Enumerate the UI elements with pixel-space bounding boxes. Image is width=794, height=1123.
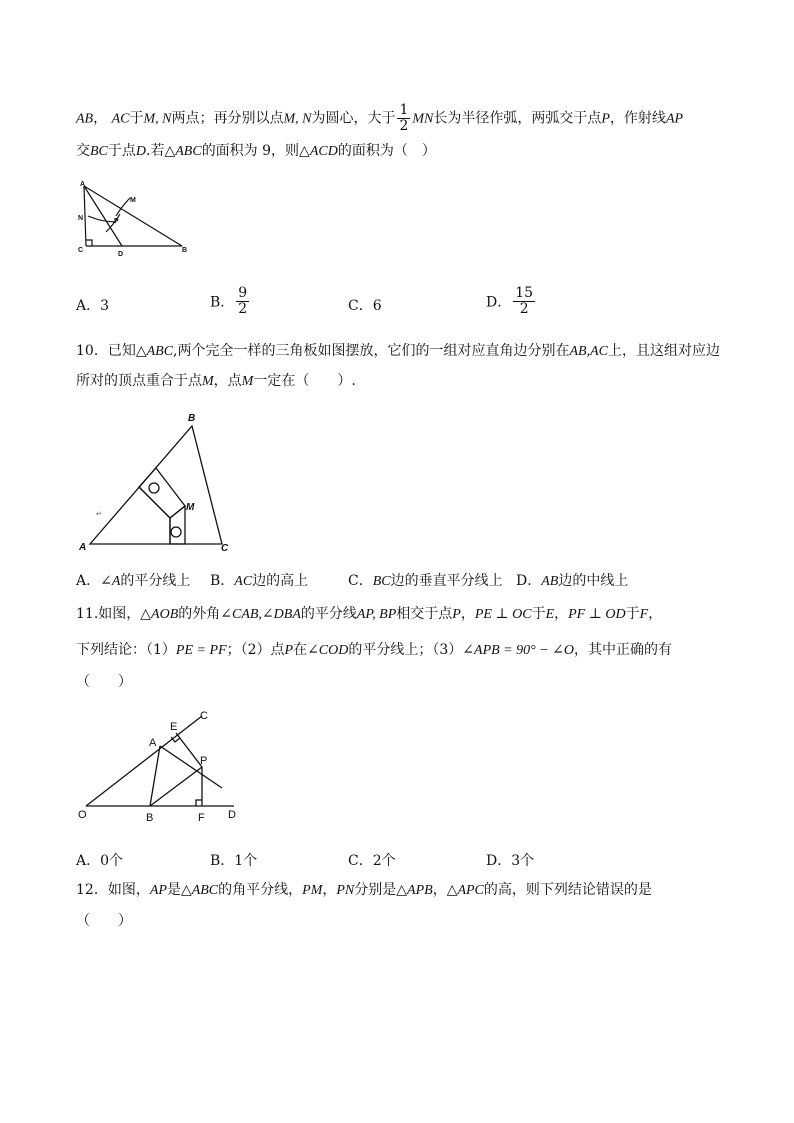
q11-option-a[interactable]: A．0个 (76, 853, 124, 869)
q9-l2-e: .若 (146, 143, 165, 159)
q9-label-m: M (130, 197, 136, 204)
q10-label-c: C (221, 543, 229, 554)
q11-l1-c: 的外角 (178, 606, 221, 622)
q12-l1-apb: △APB (396, 883, 433, 898)
q9-option-b-num: 9 (238, 285, 248, 301)
q11-l1-pe: PE ⊥ OC (474, 607, 532, 622)
q10-a1: A． (76, 573, 101, 589)
q10-a2: ∠A (100, 574, 121, 589)
q10-l1-e: 上，且这组对应边 (608, 343, 720, 359)
q12-l1-ap: AP (149, 883, 167, 898)
q9-text-3: 长为半径作弧，两弧交于点 (433, 110, 602, 127)
q10-d3: 边的中线上 (558, 573, 629, 589)
q11-label-b: B (146, 812, 154, 824)
q9-side-ac (84, 186, 86, 246)
q9-ac: AC (111, 111, 130, 127)
q10-b3: 边的高上 (252, 573, 309, 589)
q11-ray-oc (86, 716, 202, 806)
q11-l2-pepf: PE = PF (175, 643, 227, 658)
q10-l2-m2: M (241, 374, 254, 389)
q9-l2-c: 于点 (107, 143, 136, 159)
q11-label-d: D (228, 809, 236, 821)
q9-text-4: ，作射线 (609, 110, 666, 127)
q9-side-ab (84, 186, 182, 246)
q9-l2-d: D (135, 144, 147, 159)
q10-l2-m1: M (202, 374, 214, 389)
q9-option-d-fraction (513, 286, 535, 317)
q9-half-num: 1 (399, 102, 409, 118)
q11-l2-g: 的平分线上；（3） (348, 642, 463, 658)
q10-option-d[interactable] (516, 570, 628, 590)
q11-option-c[interactable]: C．2个 (348, 853, 396, 869)
q12-text-line-2: （ ） (76, 913, 132, 929)
q11-l1-m: ， (554, 606, 569, 622)
q11-right-angle-e (171, 737, 180, 742)
q10-option-c[interactable] (348, 570, 503, 590)
q9-right-angle (86, 240, 92, 246)
q9-arc-3 (88, 216, 116, 222)
q9-half-fraction (397, 103, 410, 134)
q12-l1-a: 12．如图， (76, 882, 150, 898)
q12-text-line-1 (76, 880, 652, 901)
q9-label-n: N (78, 215, 84, 222)
q11-bisector-bp (150, 767, 202, 806)
q10-circle-1 (149, 483, 159, 493)
q9-label-b: B (182, 247, 188, 254)
q10-circle-2 (171, 527, 181, 537)
q10-return-mark: ↵ (96, 511, 102, 518)
q10-figure (72, 406, 242, 554)
q10-b1: B． (210, 573, 235, 589)
q10-text-line-1 (76, 341, 720, 362)
q9-label-c: C (78, 247, 84, 254)
q9-option-d[interactable] (486, 286, 537, 317)
q10-l1-abac: AB,AC (569, 344, 608, 359)
q12-l1-pn: PN (336, 883, 355, 898)
q11-l2-i: ，其中正确的有 (574, 642, 673, 658)
q9-option-a[interactable]: A．3 (76, 298, 110, 314)
q10-l1-c: ,两个完全一样的三角板如图摆放，它们的一组对应直角边分别在 (173, 343, 570, 359)
q10-l2-c: ，点 (213, 373, 242, 389)
q9-mn1: M, N (143, 111, 172, 127)
q9-option-b-label: B． (210, 294, 235, 311)
q11-label-o: O (78, 809, 87, 821)
q11-right-angle-f (196, 800, 202, 806)
q10-label-b: B (188, 413, 196, 424)
q10-d1: D． (516, 573, 542, 589)
q11-label-f: F (198, 812, 205, 824)
q11-l1-i: ， (460, 606, 475, 622)
q11-text-line-3: （ ） (76, 674, 132, 690)
q11-l2-p: P (284, 643, 294, 658)
q12-l1-apc: △APC (446, 883, 484, 898)
q9-yu: 于 (129, 110, 144, 127)
q10-a3: 的平分线上 (120, 573, 191, 589)
q12-l1-k: ， (432, 882, 447, 898)
q10-label-m: M (186, 502, 195, 513)
q11-label-c: C (200, 710, 208, 722)
q11-l1-k: 于 (531, 606, 546, 622)
q10-option-b[interactable] (210, 570, 308, 590)
q11-text-line-2 (76, 640, 672, 661)
q9-text-line-1 (76, 103, 683, 134)
q11-label-e: E (170, 721, 178, 733)
q11-l2-cod: ∠COD (307, 643, 349, 658)
q12-l1-pm: PM (302, 883, 323, 898)
q12-l1-m: 的高，则下列结论错误的是 (483, 882, 652, 898)
q11-l2-a: 下列结论：（1） (76, 642, 176, 658)
q11-l1-angles: ∠CAB,∠DBA (220, 607, 301, 622)
q11-option-d[interactable]: D．3个 (486, 853, 535, 869)
q10-c1: C． (348, 573, 373, 589)
q9-l2-abc: △ABC (164, 144, 202, 159)
q9-l2-acd: △ACD (299, 144, 338, 159)
q9-option-d-num: 15 (515, 285, 534, 301)
q10-l2-e: 一定在（ ）. (253, 373, 356, 389)
q9-l2-a: 交 (76, 143, 90, 159)
q11-l1-p: P (452, 607, 461, 622)
q9-option-b[interactable] (210, 286, 251, 317)
q11-l1-q: ， (648, 606, 663, 622)
q9-ap: AP (665, 111, 684, 127)
q10-c2: BC (372, 574, 391, 589)
q9-mn3: MN (412, 111, 434, 127)
q11-l2-c: ；（2）点 (226, 642, 285, 658)
q9-ab: AB (76, 111, 94, 127)
q9-p: P (601, 111, 610, 127)
q9-comma: ， (93, 110, 108, 127)
q9-option-d-label: D． (486, 294, 512, 311)
q9-option-d-den: 2 (519, 301, 529, 317)
q10-d2: AB (541, 574, 559, 589)
q10-option-a[interactable] (76, 570, 190, 590)
q11-l1-pf: PF ⊥ OD (568, 607, 626, 622)
q12-l1-e: 的角平分线， (218, 882, 303, 898)
q9-text-1: 两点；再分别以点 (171, 110, 284, 127)
q9-l2-bc: BC (90, 144, 108, 159)
q10-triangle-abc (90, 426, 222, 544)
q12-l1-i: 分别是 (354, 882, 397, 898)
q11-l1-apbp: AP, BP (356, 607, 397, 622)
q9-label-p: P (114, 218, 119, 225)
q11-figure (72, 704, 252, 826)
q9-label-d: D (118, 251, 124, 258)
q11-l1-o: 于 (625, 606, 640, 622)
q10-b2: AC (234, 574, 253, 589)
q12-l1-g: ， (322, 882, 337, 898)
q11-l1-f-pt: F (639, 607, 649, 622)
q9-option-c[interactable]: C．6 (348, 298, 382, 314)
q11-l1-e-pt: E (545, 607, 555, 622)
q11-l1-aob: △AOB (140, 607, 179, 622)
q12-l1-abc: △ABC (180, 883, 219, 898)
q11-label-a: A (149, 737, 157, 749)
q10-l2-a: 所对的顶点重合于点 (76, 373, 202, 389)
q11-l2-apb: ∠APB = 90° − ∠O (462, 643, 575, 658)
q12-l1-c: 是 (166, 882, 181, 898)
q9-half-den: 2 (399, 118, 409, 134)
q10-c3: 边的垂直平分线上 (390, 573, 503, 589)
q9-text-2: 为圆心，大于 (311, 110, 396, 127)
q9-text-line-2 (76, 141, 436, 162)
q10-triangle-board-2 (170, 506, 185, 544)
q11-label-p: P (200, 755, 208, 767)
q11-text-line-1 (76, 604, 662, 625)
q9-mn2: M, N (283, 111, 312, 127)
q10-board-edge-1 (139, 487, 170, 518)
q11-l1-e: 的平分线 (300, 606, 357, 622)
q10-text-line-2 (76, 371, 356, 392)
q9-label-a: A (80, 181, 86, 188)
q11-l2-e: 在 (293, 642, 308, 658)
q11-l1-g: 相交于点 (396, 606, 453, 622)
q9-option-b-fraction (236, 286, 249, 317)
q11-option-b[interactable]: B．1个 (210, 853, 258, 869)
q10-l1-abc: △ABC (135, 344, 174, 359)
q10-label-a: A (79, 542, 87, 553)
q9-option-b-den: 2 (238, 301, 248, 317)
q10-l1-a: 10．已知 (76, 343, 136, 359)
q11-l1-a: 11.如图， (76, 606, 141, 622)
q9-l2-g: 的面积为 9，则 (201, 143, 300, 159)
q9-l2-i: 的面积为（ ） (337, 143, 436, 159)
q9-figure (72, 176, 192, 262)
